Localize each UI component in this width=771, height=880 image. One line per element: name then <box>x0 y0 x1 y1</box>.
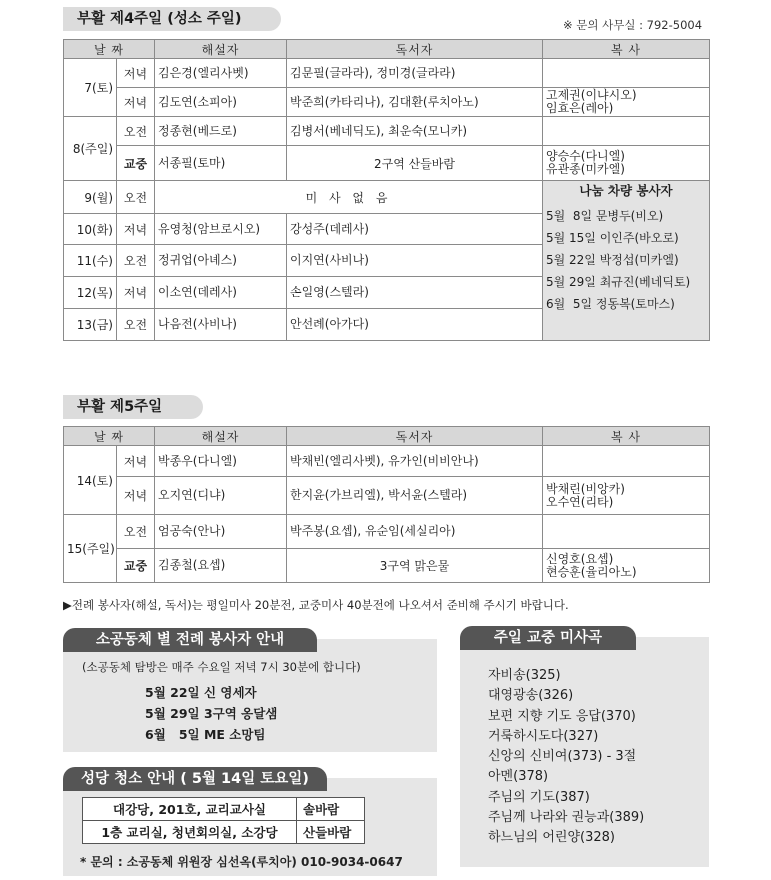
header-date: 날 짜 <box>64 427 155 446</box>
header-commentator: 해설자 <box>155 427 287 446</box>
community-item: 5월 29일 3구역 옹달샘 <box>145 706 278 721</box>
cleaning-team: 산들바람 <box>297 821 365 844</box>
hymn-item: 자비송(325) <box>488 668 561 683</box>
server-name: 임효은(레아) <box>546 101 614 115</box>
time-cell: 저녁 <box>117 277 155 309</box>
server-cell <box>543 88 710 117</box>
date-cell: 8(주일) <box>64 117 117 181</box>
week5-schedule-table <box>63 426 710 583</box>
reader-cell: 박준희(카타리나), 김대환(루치아노) <box>287 88 543 117</box>
hymns-title: 주일 교중 미사곡 <box>460 626 636 650</box>
date-cell: 9(월) <box>64 181 117 214</box>
commentator-cell: 오지연(디냐) <box>155 477 287 515</box>
reader-cell: 박주봉(요셉), 유순임(세실리아) <box>287 515 543 549</box>
server-name: 신영호(요셉) <box>546 551 614 566</box>
hymn-item: 주님께 나라와 권능과(389) <box>488 810 645 826</box>
week5-title: 부활 제5주일 <box>63 395 203 419</box>
server-cell-empty <box>543 515 710 549</box>
sharing-volunteers-panel <box>543 181 710 341</box>
sharing-item: 5월 22일 박정섭(미카엘) <box>546 253 679 267</box>
hymn-item: 거룩하시도다(327) <box>488 728 599 744</box>
community-title: 소공동체 별 전례 봉사자 안내 <box>63 628 317 652</box>
sharing-item: 6월 5일 정동복(토마스) <box>546 297 675 311</box>
cleaning-title: 성당 청소 안내 ( 5월 14일 토요일) <box>63 767 327 791</box>
reader-cell: 강성주(데레사) <box>287 214 543 245</box>
date-cell: 15(주일) <box>64 515 117 583</box>
sharing-item: 5월 8일 문병두(비오) <box>546 209 664 223</box>
server-cell-empty <box>543 117 710 146</box>
hymns-list <box>488 666 644 849</box>
header-commentator: 해설자 <box>155 40 287 59</box>
commentator-cell: 서종필(토마) <box>155 146 287 181</box>
time-cell: 저녁 <box>117 88 155 117</box>
server-name: 현승훈(율리아노) <box>546 564 637 579</box>
reader-cell: 3구역 맑은물 <box>287 549 543 583</box>
header-reader: 독서자 <box>287 40 543 59</box>
sharing-title: 나눔 차량 봉사자 <box>579 183 673 198</box>
server-name: 오수연(리타) <box>546 494 614 509</box>
cleaning-place: 대강당, 201호, 교리교사실 <box>83 798 297 821</box>
service-note: ▶전례 봉사자(해설, 독서)는 평일미사 20분전, 교중미사 40분전에 나오셔서 준비해 주시기 바랍니다. <box>63 598 569 612</box>
time-cell: 교중 <box>117 549 155 583</box>
header-reader: 독서자 <box>287 427 543 446</box>
time-cell: 저녁 <box>117 59 155 88</box>
server-name: 양승수(다니엘) <box>546 149 625 163</box>
time-cell: 저녁 <box>117 214 155 245</box>
time-cell: 오전 <box>117 245 155 277</box>
week4-schedule-table <box>63 39 710 341</box>
office-contact: ※ 문의 사무실 : 792-5004 <box>563 18 703 32</box>
cleaning-contact: * 문의 : 소공동체 위원장 심선옥(루치아) 010-9034-0647 <box>80 855 403 869</box>
reader-cell: 김병서(베네딕도), 최운숙(모니카) <box>287 117 543 146</box>
community-list <box>145 682 277 745</box>
commentator-cell: 김도연(소피아) <box>155 88 287 117</box>
commentator-cell: 정종현(베드로) <box>155 117 287 146</box>
community-item: 6월 5일 ME 소망팀 <box>145 727 266 742</box>
sharing-item: 5월 29일 최규진(베네딕토) <box>546 275 691 289</box>
commentator-cell: 나음전(사비나) <box>155 309 287 341</box>
reader-cell: 한지윤(가브리엘), 박서윤(스텔라) <box>287 477 543 515</box>
hymn-item: 보편 지향 기도 응답(370) <box>488 708 636 724</box>
reader-cell: 이지연(사비나) <box>287 245 543 277</box>
date-cell: 12(목) <box>64 277 117 309</box>
reader-cell: 김문필(글라라), 정미경(글라라) <box>287 59 543 88</box>
server-name: 박채린(비앙카) <box>546 481 625 496</box>
header-date: 날 짜 <box>64 40 155 59</box>
server-cell-empty <box>543 446 710 477</box>
commentator-cell: 김종철(요셉) <box>155 549 287 583</box>
cleaning-team: 솔바람 <box>297 798 365 821</box>
hymn-item: 주님의 기도(387) <box>488 789 590 805</box>
time-cell: 오전 <box>117 515 155 549</box>
commentator-cell: 엄공숙(안나) <box>155 515 287 549</box>
reader-cell: 손일영(스텔라) <box>287 277 543 309</box>
hymn-item: 대영광송(326) <box>488 688 574 704</box>
date-cell: 14(토) <box>64 446 117 515</box>
cleaning-place: 1층 교리실, 청년회의실, 소강당 <box>83 821 297 844</box>
commentator-cell: 박종우(다니엘) <box>155 446 287 477</box>
week4-title: 부활 제4주일 (성소 주일) <box>63 7 281 31</box>
commentator-cell: 정귀업(아녜스) <box>155 245 287 277</box>
server-cell <box>543 146 710 181</box>
date-cell: 7(토) <box>64 59 117 117</box>
server-name: 고제권(이냐시오) <box>546 88 637 102</box>
date-cell: 10(화) <box>64 214 117 245</box>
community-subtitle: (소공동체 탐방은 매주 수요일 저녁 7시 30분에 합니다) <box>82 660 361 674</box>
time-cell: 교중 <box>117 146 155 181</box>
server-cell <box>543 549 710 583</box>
community-item: 5월 22일 신 영세자 <box>145 685 257 700</box>
server-name: 유관종(미카엘) <box>546 162 625 176</box>
time-cell: 오전 <box>117 309 155 341</box>
reader-cell: 박채빈(엘리사벳), 유가인(비비안나) <box>287 446 543 477</box>
time-cell: 저녁 <box>117 446 155 477</box>
time-cell: 오전 <box>117 117 155 146</box>
commentator-cell: 이소연(데레사) <box>155 277 287 309</box>
time-cell: 저녁 <box>117 477 155 515</box>
hymn-item: 하느님의 어린양(328) <box>488 830 615 846</box>
time-cell: 오전 <box>117 181 155 214</box>
hymn-item: 신앙의 신비여(373) - 3절 <box>488 749 637 765</box>
header-server: 복 사 <box>543 427 710 446</box>
hymn-item: 아멘(378) <box>488 769 549 785</box>
date-cell: 11(수) <box>64 245 117 277</box>
date-cell: 13(금) <box>64 309 117 341</box>
reader-cell: 안선례(아가다) <box>287 309 543 341</box>
commentator-cell: 김은경(엘리사벳) <box>155 59 287 88</box>
sharing-item: 5월 15일 이인주(바오로) <box>546 231 679 245</box>
server-cell-empty <box>543 59 710 88</box>
cleaning-table <box>82 797 365 844</box>
reader-cell: 2구역 산들바람 <box>287 146 543 181</box>
header-server: 복 사 <box>543 40 710 59</box>
commentator-cell: 유영청(암브로시오) <box>155 214 287 245</box>
server-cell <box>543 477 710 515</box>
no-mass-cell: 미 사 없 음 <box>155 181 543 214</box>
